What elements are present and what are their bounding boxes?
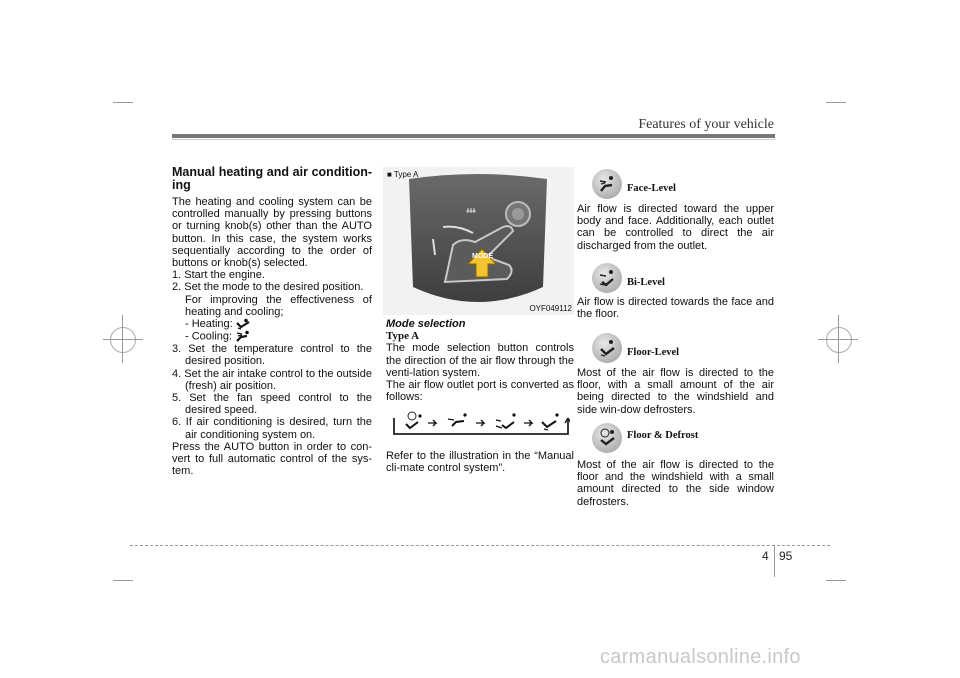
mode-paragraph-1: The mode selection button controls the direction of the air flow through the venti-lation system. [386, 342, 574, 379]
footer-rule [130, 545, 830, 546]
step-3: 3. Set the temperature control to the desired position. [172, 343, 372, 368]
mode-name: Floor & Defrost [627, 430, 699, 441]
middle-column-text [386, 318, 574, 403]
chapter-number: 4 [762, 549, 769, 563]
mode-description: Air flow is directed towards the face and the floor. [577, 296, 774, 321]
type-label: Type A [386, 330, 420, 343]
mode-sequence-diagram [392, 410, 570, 438]
registration-mark-right [826, 327, 852, 353]
floor-defrost-icon [406, 412, 422, 428]
floor-level-icon [236, 318, 252, 330]
mode-description: Most of the air flow is directed to the floor and the windshield with a small amount directed to the side window defrosters. [577, 459, 774, 508]
page-divider [774, 545, 775, 577]
crop-mark [826, 580, 846, 581]
step-4: 4. Set the air intake control to the outside (fresh) air position. [172, 367, 372, 392]
face-level-icon [448, 413, 467, 426]
left-column [172, 166, 372, 477]
header-rule [172, 134, 775, 138]
intro-paragraph: The heating and cooling system can be controlled manually by pressing buttons or turning knob(s) other than the AUTO button. In this case, the system works sequentially according to the order of buttons or knob(s) selected. [172, 196, 372, 270]
arrow-icon [524, 420, 532, 426]
step-2: 2. Set the mode to the desired position. [172, 281, 364, 294]
page-number: 95 [779, 549, 793, 563]
face-level-icon [235, 330, 251, 343]
crop-mark [818, 339, 858, 340]
mode-name: Face-Level [627, 183, 676, 194]
header-rule [172, 139, 775, 140]
face-level-icon [592, 169, 622, 199]
subheading-mode-selection: Mode selection [386, 318, 466, 330]
crop-mark [113, 580, 133, 581]
floor-level-icon [592, 333, 622, 363]
step-1: 1. Start the engine. [172, 269, 265, 282]
crop-mark [826, 102, 846, 103]
step-2-note: For improving the effectiveness of heating and cooling; [185, 293, 372, 318]
registration-mark-left [110, 327, 136, 353]
mode-name: Bi-Level [627, 277, 665, 288]
mode-paragraph-2: The air flow outlet port is converted as follows: [386, 379, 574, 404]
mode-name: Floor-Level [627, 347, 680, 358]
crop-mark [103, 339, 143, 340]
step-6: 6. If air conditioning is desired, turn the air conditioning system on. [172, 416, 372, 441]
cooling-line [172, 330, 372, 343]
cooling-label: - Cooling: [185, 330, 233, 343]
mode-description: Most of the air flow is directed to the floor, with a small amount of the air being directed to the windshield and side win-dow defrosters. [577, 367, 774, 416]
step-5: 5. Set the fan speed control to the desired speed. [172, 392, 372, 417]
mode-panel-illustration [383, 167, 574, 315]
outro-paragraph: Press the AUTO button in order to con-vert to full automatic control of the sys-tem. [172, 440, 372, 478]
heating-line [172, 318, 372, 330]
watermark: carmanualsonline.info [600, 646, 801, 668]
floor-level-icon [542, 413, 559, 430]
figure-label: ■ Type A [387, 170, 419, 179]
running-header: Features of your vehicle [638, 117, 774, 132]
mode-description: Air flow is directed toward the upper body and face. Additionally, each outlet can be controlled to direct the air discharged from the outlet. [577, 203, 774, 252]
mode-paragraph-3: Refer to the illustration in the “Manual cli-mate control system”. [386, 450, 574, 475]
bi-level-icon [496, 413, 516, 428]
middle-column-footer [386, 450, 574, 474]
bi-level-icon [592, 263, 622, 293]
section-heading: Manual heating and air condition-ing [172, 165, 372, 192]
arrow-icon [428, 420, 436, 426]
figure-code: OYF049112 [529, 304, 572, 313]
mode-button-label: MODE [472, 253, 493, 260]
crop-mark [113, 102, 133, 103]
figure-box [383, 167, 574, 315]
heating-label: - Heating: [185, 318, 233, 331]
floor-defrost-icon [592, 423, 622, 453]
arrow-icon [476, 420, 484, 426]
